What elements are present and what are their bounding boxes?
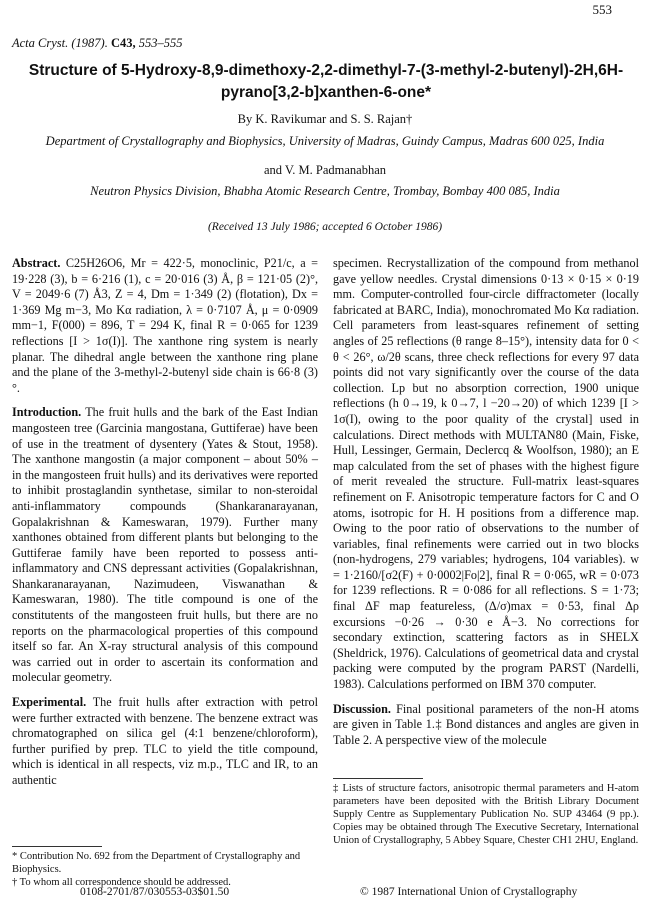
experimental-heading: Experimental. bbox=[12, 695, 87, 710]
journal-name: Acta Cryst. bbox=[12, 36, 69, 50]
abstract-heading: Abstract. bbox=[12, 256, 61, 270]
footnote-rule bbox=[333, 778, 423, 779]
footnote-correspondence: † To whom all correspondence should be addressed. bbox=[12, 877, 231, 888]
introduction-text: The fruit hulls and the bark of the East Indian mangosteen tree (Garcinia mangostana, Guttiferae) have been of use in the treatment of dysentery (Yates & Stout, 1958). The xanthone mangostin (a major component – about 50% – in the mangosteen fruit hulls) and its derivatives were reported to inhibit prostaglandin synthetase, similar to non-steroidal anti-inflammatory compounds (Shankaranarayanan, Gopalakrishnan & Kameswaran, 1979). Further many xanthones obtained from different plants but belonging to the Guttiferae family have been reported to possess anti-inflammatory and CNS depressant activities (Gopalakrishnan, Shankaranarayanan, Nazimudeen, Viswanathan & Kameswaran, 1980). The title compound is one of the constitutents of the mangosteen fruit hulls, but there are no reports on the pharmacological properties of this compound itself so far. An X-ray structural analysis of this compound was carried out in order to ascertain its conformation and molecular geometry. bbox=[12, 405, 319, 685]
abstract-text: C25H26O6, Mr = 422·5, monoclinic, P21/c, a = 19·228 (3), b = 6·216 (1), c = 20·016 (3) Å, β = 121·05 (2)°, V = 2049·6 (7) Å3, Z = 4, Dm = 1·349 (2) (flotation), Dx = 1·369 Mg m−3, Mo Kα radiation, λ = 0·7107 Å, μ = 0·0909 mm−1, F(000) = 896, T = 294 K, final R = 0·065 for 1239 reflections [I > 1σ(I)]. The xanthone ring system is nearly planar. The dihedral angle between the xanthone ring plane and the plane of the 3-methyl-2-butenyl side chain is 66·8 (3)°. bbox=[12, 256, 318, 395]
experimental bbox=[12, 695, 318, 789]
issn-code: 0108-2701/87/030553-03$01.50 bbox=[80, 886, 230, 898]
experimental-continued bbox=[333, 256, 639, 693]
journal-reference bbox=[12, 36, 182, 51]
right-column bbox=[333, 256, 639, 757]
introduction bbox=[12, 405, 318, 686]
affiliation-primary: Department of Crystallography and Biophysics, University of Madras, Guindy Campus, Madras 600 025, India bbox=[45, 134, 605, 148]
journal-pages: 553–555 bbox=[138, 36, 183, 50]
page-number: 553 bbox=[592, 2, 612, 17]
abstract bbox=[12, 256, 318, 396]
discussion-heading: Discussion. bbox=[333, 701, 391, 716]
paper-title bbox=[20, 60, 632, 104]
received-dates: (Received 13 July 1986; accepted 6 October 1986) bbox=[207, 221, 443, 233]
discussion bbox=[333, 702, 639, 749]
deposition-footnote-text: ‡ Lists of structure factors, anisotropic thermal parameters and H-atom parameters have been deposited with the British Library Document Supply Centre as Supplementary Publication No. SUP 43464 (9 pp.). Copies may be obtained through The Executive Secretary, International Union of Crystallography, 5 Abbey Square, Chester CH1 2HU, England. bbox=[333, 783, 639, 846]
copyright-line: © 1987 International Union of Crystallography bbox=[360, 886, 578, 898]
experimental-text-left: The fruit hulls after extraction with petrol were further extracted with benzene. The benzene extract was chromatographed on silica gel (4:1 benzene/chloroform), further purified by prep. TLC to yield the title compound, which is identical in all respects, viz m.p., TLC and IR, to an authentic bbox=[12, 695, 319, 787]
title-line-1: Structure of 5-Hydroxy-8,9-dimethoxy-2,2-dimethyl-7-(3-methyl-2-butenyl)-2H,6H- bbox=[28, 62, 624, 79]
experimental-text-right: specimen. Recrystallization of the compound from methanol gave yellow needles. Crystal dimensions 0·13 × 0·15 × 0·19 mm. Computer-controlled four-circle diffractometer (locally fabricated at BARC, India), monochromated Mo Kα radiation. Cell parameters from least-squares refinement of setting angles of 25 reflections (θ range 8–15°), intensity data for 0 < θ < 26°, ω/2θ scans, three check reflections for every 97 data points did not vary significantly over the course of the data collection. Lp but no absorption correction, 1900 unique reflections (h 0→19, k 0→7, l −20→20) of which 1239 [I > 1σ(I), owing to the poor quality of the crystal] used in calculations. Direct methods with MULTAN80 (Main, Fiske, Hull, Lessinger, Germain, Declercq & Woolfson, 1980); an E map calculated from the set of phases with the highest figure of merit revealed the structure. Full-matrix least-squares refinement on F. Anisotropic temperature factors for C and O atoms, isotropic for H. H positions from a difference map. Owing to the poor ratio of observations to the number of variables, final refinements were carried out in two blocks (non-hydrogens, 279 variables; hydrogens, 104 variables). w = 1·2160/[σ2(F) + 0·0002|Fo|2], final R = 0·065, wR = 0·073 for 1239 reflections. R = 0·086 for all reflections. S = 1·73; final ΔF map featureless, (Δ/σ)max = 0·53, final Δρ excursions −0·26 → 0·30 e Å−3. No corrections for secondary extinction, scattering factors as in SHELX (Sheldrick, 1976). Calculations of geometrical data and crystal packing were computed by the program PARST (Nardelli, 1983). Calculations performed on IBM 370 computer. bbox=[333, 256, 639, 692]
authors-primary: By K. Ravikumar and S. S. Rajan† bbox=[237, 112, 413, 126]
title-footnotes bbox=[12, 846, 318, 889]
discussion-text: Final positional parameters of the non-H atoms are given in Table 1.‡ Bond distances and angles are given in Table 2. A perspective view of the molecule bbox=[333, 701, 639, 747]
introduction-heading: Introduction. bbox=[12, 405, 82, 420]
journal-volume: C43, bbox=[110, 36, 136, 50]
footnote-contribution: * Contribution No. 692 from the Department of Crystallography and Biophysics. bbox=[12, 851, 301, 875]
title-line-2: pyrano[3,2-b]xanthen-6-one* bbox=[220, 84, 432, 101]
footnote-rule bbox=[12, 846, 102, 847]
deposition-footnote bbox=[333, 778, 639, 847]
journal-year: (1987). bbox=[71, 36, 108, 50]
affiliation-secondary: Neutron Physics Division, Bhabha Atomic Research Centre, Trombay, Bombay 400 085, India bbox=[90, 184, 560, 198]
left-column bbox=[12, 256, 318, 798]
authors-secondary: and V. M. Padmanabhan bbox=[263, 163, 387, 177]
